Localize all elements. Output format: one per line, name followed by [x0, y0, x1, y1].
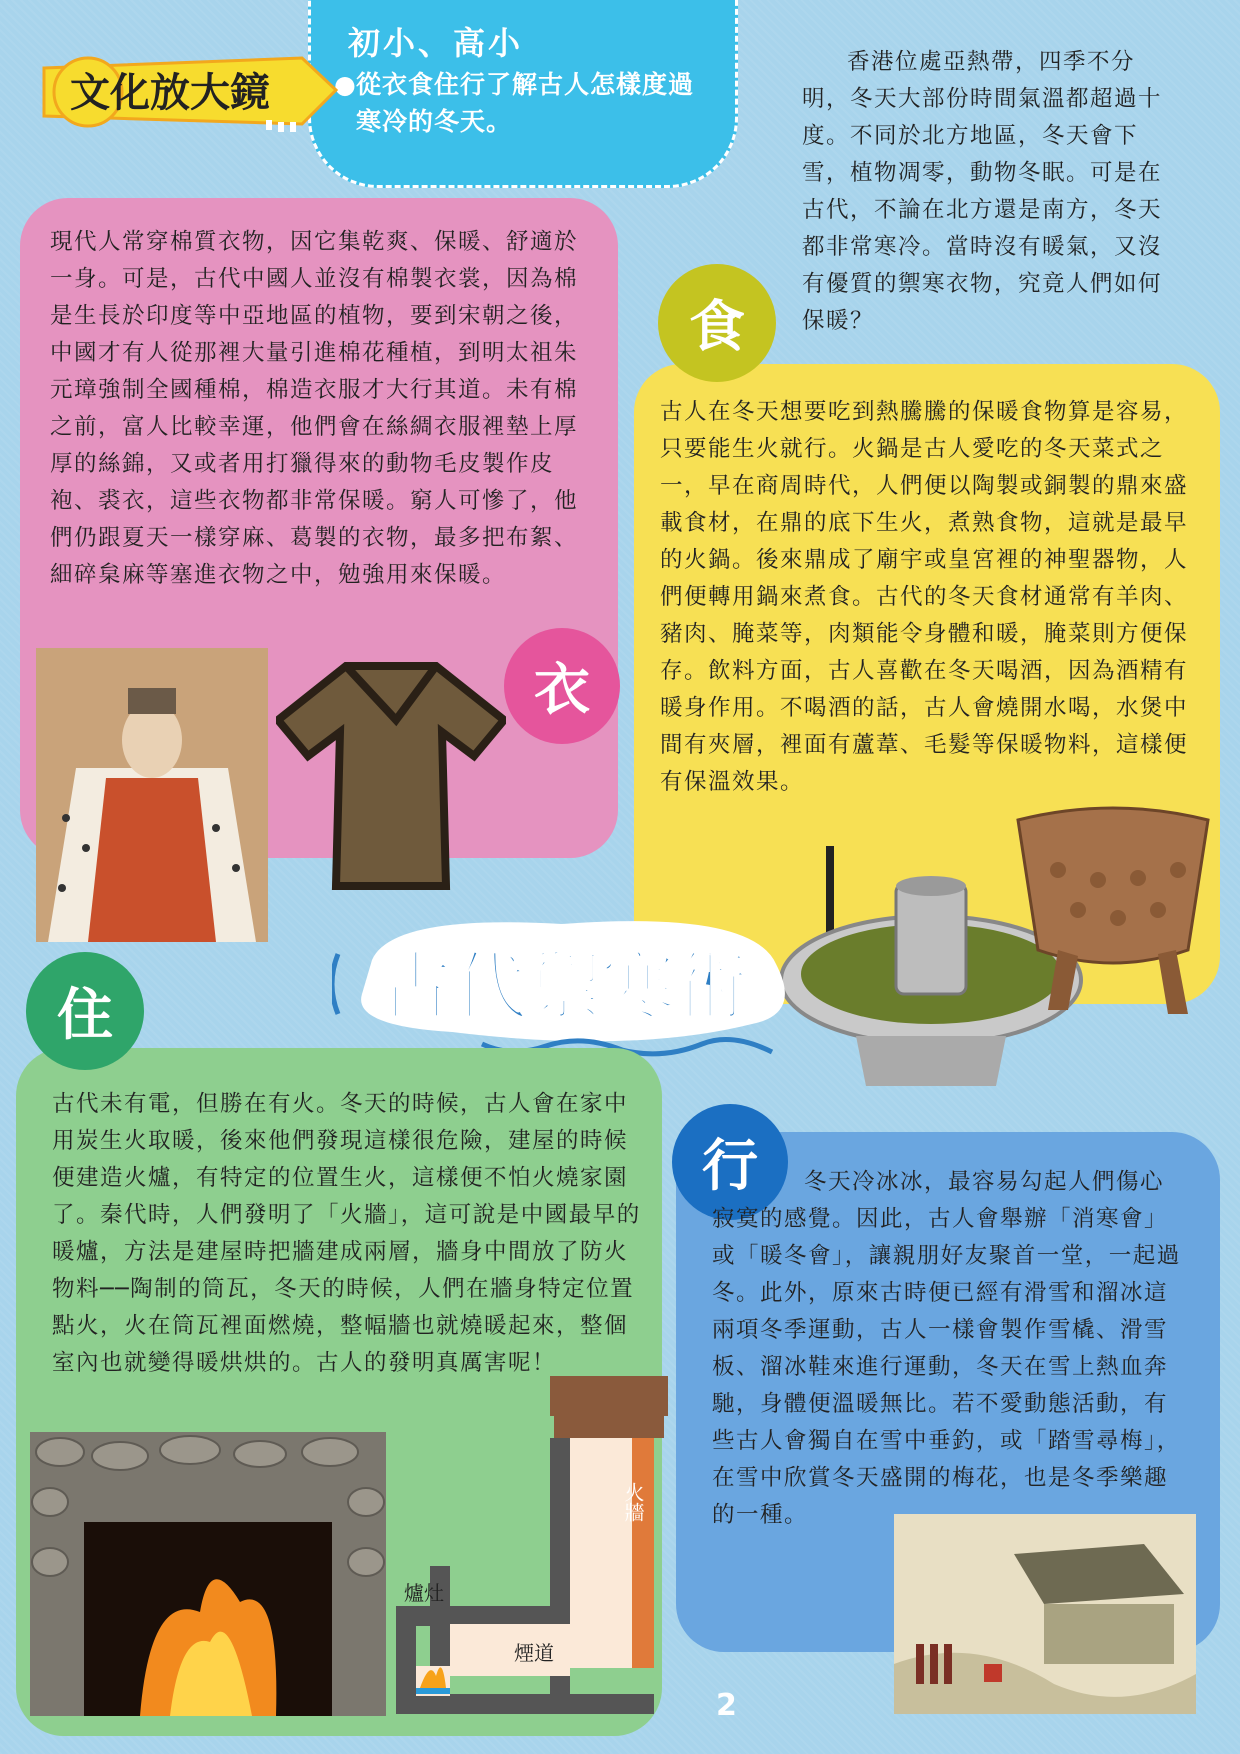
- ding-vessel-image: [1008, 800, 1218, 1020]
- intro-paragraph: 香港位處亞熱帶，四季不分明，冬天大部份時間氣溫都超過十度。不同於北方地區，冬天會下雪，植物凋零，動物冬眠。可是在古代，不論在北方還是南方，冬天都非常寒冷。當時沒有暖氣，又沒有優質的禦寒衣物，究竟人們如何保暖？: [802, 49, 1163, 334]
- housing-icon-label: 住: [57, 983, 113, 1048]
- travel-paragraph: [712, 1164, 1182, 1534]
- ancient-robe-image: [276, 660, 506, 890]
- column-logo: [40, 50, 340, 136]
- travel-icon-label: 行: [702, 1134, 758, 1199]
- flue-label: 煙道: [514, 1641, 554, 1665]
- logo-text: 文化放大鏡: [70, 70, 270, 116]
- food-paragraph: 古人在冬天想要吃到熱騰騰的保暖食物算是容易，只要能生火就行。火鍋是古人愛吃的冬天菜式之一，早在商周時代，人們便以陶製或銅製的鼎來盛載食材，在鼎的底下生火，煮熟食物，這就是最早的火鍋。後來鼎成了廟宇或皇宮裡的神聖器物，人們便轉用鍋來煮食。古代的冬天食材通常有羊肉、豬肉、腌菜等，肉類能令身體和暖，腌菜則方便保存。飲料方面，古人喜歡在冬天喝酒，因為酒精有暖身作用。不喝酒的話，古人會燒開水喝，水煲中間有夾層，裡面有蘆葦、毛髮等保暖物料，這樣便有保溫效果。: [660, 399, 1189, 795]
- clothing-icon-label: 衣: [534, 658, 590, 723]
- housing-paragraph: 古代未有電，但勝在有火。冬天的時候，古人會在家中用炭生火取暖，後來他們發現這樣很危險，建屋的時候便建造火爐，有特定的位置生火，這樣便不怕火燒家園了。秦代時，人們發明了「火牆」，這可說是中國最早的暖爐，方法是建屋時把牆建成兩層，牆身中間放了防火物料──陶制的筒瓦，冬天的時候，人們在牆身特定位置點火，火在筒瓦裡面燃燒，整幅牆也就燒暖起來，整個室內也就變得暖烘烘的。古人的發明真厲害呢！: [52, 1091, 641, 1376]
- fireplace-image: [30, 1432, 386, 1716]
- wall-label: 火牆: [621, 1482, 645, 1522]
- ancient-scroll-painting-image: [894, 1514, 1196, 1714]
- fire-wall-diagram: [390, 1370, 670, 1720]
- travel-text: 冬天冷冰冰，最容易勾起人們傷心寂寞的感覺。因此，古人會舉辦「消寒會」或「暖冬會」，讓親朋好友聚首一堂，一起過冬。此外，原來古時便已經有滑雪和溜冰這兩項冬季運動，古人一樣會製作雪橇、滑雪板、溜冰鞋來進行運動，冬天在雪上熱血奔馳，身體便溫暖無比。若不愛動態活動，有些古人會獨自在雪中垂釣，或「踏雪尋梅」，在雪中欣賞冬天盛開的梅花，也是冬季樂趣的一種。: [712, 1169, 1181, 1528]
- clothing-icon: [504, 628, 620, 744]
- objective-text: [334, 66, 716, 140]
- mural-painting-image: [36, 648, 268, 942]
- food-icon: [658, 264, 776, 382]
- level-label: 初小、高小: [348, 24, 524, 62]
- stove-label: 爐灶: [404, 1581, 444, 1605]
- clothing-paragraph: 現代人常穿棉質衣物，因它集乾爽、保暖、舒適於一身。可是，古代中國人並沒有棉製衣裳，因為棉是生長於印度等中亞地區的植物，要到宋朝之後，中國才有人從那裡大量引進棉花種植，到明太祖朱元璋強制全國種棉，棉造衣服才大行其道。未有棉之前，富人比較幸運，他們會在絲綢衣服裡墊上厚厚的絲錦，又或者用打獵得來的動物毛皮製作皮袍、裘衣，這些衣物都非常保暖。窮人可慘了，他們仍跟夏天一樣穿麻、葛製的衣物，最多把布絮、細碎枲麻等塞進衣物之中，勉強用來保暖。: [50, 229, 579, 588]
- bullet-icon: ●: [334, 70, 357, 99]
- page-title: [332, 904, 796, 1064]
- page-title-text: 古代禦寒術: [379, 944, 749, 1030]
- food-icon-label: 食: [689, 295, 745, 360]
- objective-label: 從衣食住行了解古人怎樣度過寒冷的冬天。: [356, 70, 695, 136]
- housing-icon: [26, 952, 144, 1070]
- page-number: 2: [716, 1688, 737, 1723]
